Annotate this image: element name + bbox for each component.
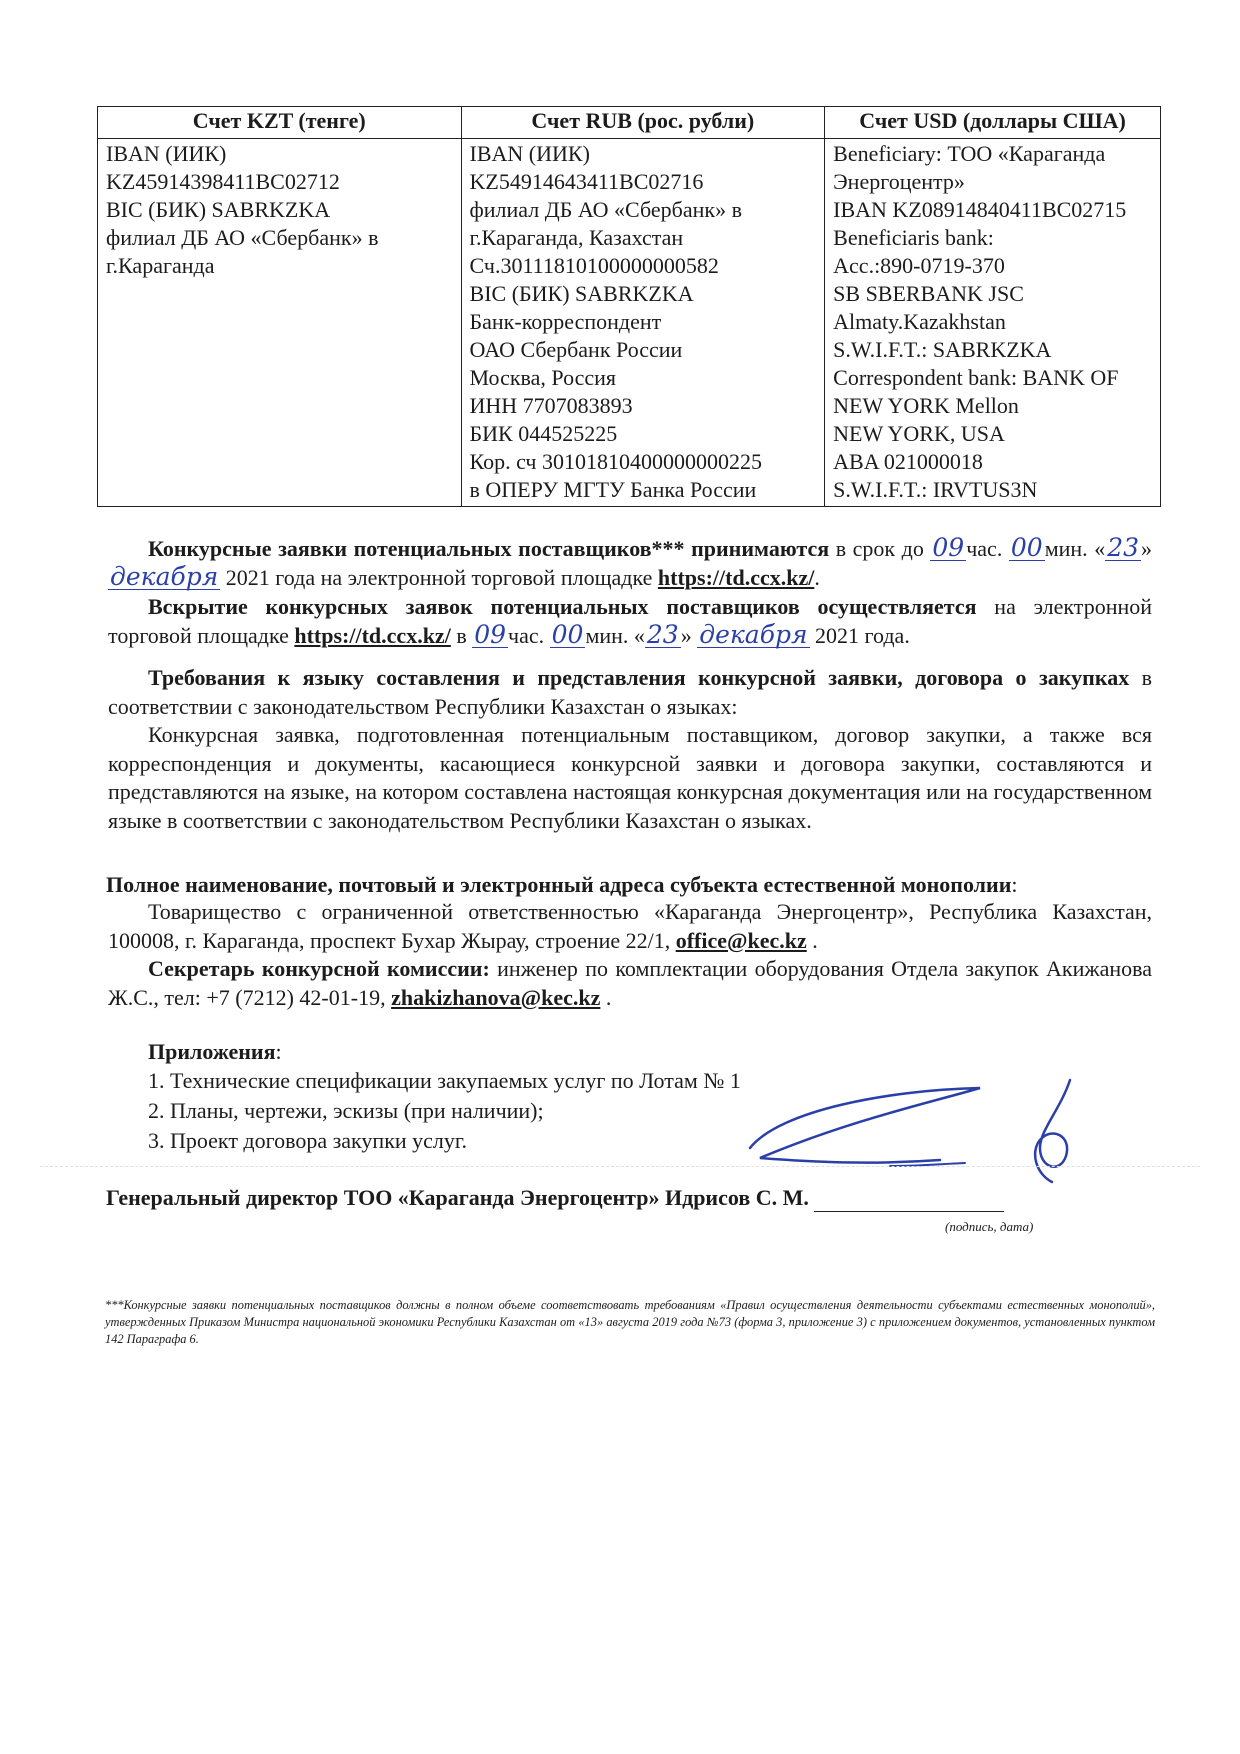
footnote: ***Конкурсные заявки потенциальных поставщиков должны в полном объеме соответствовать требованиям «Правил осуществления деятельности субъектами естественных монополий», утвержденных Приказом Министра национальной экономики Республики Казахстан от «13» августа 2019 года №73 (форма 3, приложение 3) с приложением документов, установленных пунктом 142 Параграфа 6. bbox=[105, 1298, 1155, 1346]
rub-line: Москва, Россия bbox=[469, 365, 617, 390]
handwritten-hour: 09 bbox=[932, 533, 965, 562]
rub-line: г.Караганда, Казахстан bbox=[469, 225, 684, 250]
opening-text: » bbox=[680, 622, 692, 648]
appendix-heading-text: Приложения bbox=[148, 1039, 276, 1064]
entity-heading bbox=[106, 871, 1150, 900]
usd-account-cell bbox=[825, 139, 1161, 507]
usd-line: NEW YORK, USA bbox=[833, 421, 1005, 446]
trading-platform-link[interactable]: https://td.ccx.kz/ bbox=[294, 622, 451, 648]
kzt-line: филиал ДБ АО «Сбербанк» в bbox=[106, 225, 379, 250]
rub-line: Кор. сч 30101810400000000225 bbox=[469, 449, 762, 474]
deadline-paragraph bbox=[108, 535, 1152, 592]
secretary-paragraph bbox=[108, 955, 1152, 1012]
usd-header: Счет USD (доллары США) bbox=[825, 107, 1161, 139]
appendix-item: 1. Технические спецификации закупаемых услуг по Лотам № 1 bbox=[148, 1068, 741, 1093]
bank-accounts-table bbox=[97, 106, 1161, 507]
director-signature-line bbox=[106, 1184, 1004, 1212]
entity-end: . bbox=[806, 927, 818, 953]
language-body bbox=[108, 721, 1152, 835]
usd-line: Acc.:890-0719-370 bbox=[833, 253, 1005, 278]
language-text: в соответствии с законодательством Республики Казахстан о языках: bbox=[108, 665, 1153, 719]
opening-intro: Вскрытие конкурсных заявок потенциальных поставщиков осуществляется bbox=[148, 594, 977, 619]
kzt-header: Счет KZT (тенге) bbox=[98, 107, 462, 139]
entity-heading-text: Полное наименование, почтовый и электронный адреса субъекта естественной монополии bbox=[106, 872, 1012, 897]
trading-platform-link[interactable]: https://td.ccx.kz/ bbox=[657, 564, 815, 590]
usd-line: S.W.I.F.T.: IRVTUS3N bbox=[833, 477, 1038, 502]
secretary-email-link[interactable]: zhakizhanova@kec.kz bbox=[391, 984, 601, 1010]
handwritten-month: декабря bbox=[110, 561, 219, 591]
appendix-item: 3. Проект договора закупки услуг. bbox=[148, 1128, 467, 1153]
kzt-line: BIC (БИК) SABRKZKA bbox=[106, 197, 331, 222]
usd-line: Энергоцентр» bbox=[833, 169, 965, 194]
handwritten-signature bbox=[740, 1070, 1120, 1190]
scan-divider bbox=[40, 1166, 1200, 1167]
secretary-intro: Секретарь конкурсной комиссии: bbox=[148, 956, 490, 981]
handwritten-day: 23 bbox=[646, 619, 679, 649]
rub-line: BIC (БИК) SABRKZKA bbox=[469, 281, 694, 306]
opening-text: на электронной торговой площадке bbox=[108, 594, 1153, 648]
language-requirements bbox=[108, 664, 1152, 721]
opening-text: час. bbox=[508, 622, 545, 648]
entity-body bbox=[108, 898, 1152, 955]
signature-caption: (подпись, дата) bbox=[945, 1219, 1034, 1234]
rub-line: филиал ДБ АО «Сбербанк» в bbox=[469, 197, 742, 222]
deadline-text: час. bbox=[966, 536, 1003, 561]
secretary-end: . bbox=[600, 984, 612, 1010]
opening-paragraph bbox=[108, 593, 1152, 650]
usd-line: ABA 021000018 bbox=[833, 449, 983, 474]
handwritten-month: декабря bbox=[699, 619, 808, 649]
kzt-line: г.Караганда bbox=[106, 253, 215, 278]
rub-line: в ОПЕРУ МГТУ Банка России bbox=[469, 477, 757, 502]
rub-header: Счет RUB (рос. рубли) bbox=[461, 107, 825, 139]
appendix-item: 2. Планы, чертежи, эскизы (при наличии); bbox=[148, 1098, 544, 1123]
opening-text: мин. « bbox=[585, 622, 645, 648]
rub-line: ОАО Сбербанк России bbox=[469, 337, 683, 362]
rub-account-cell bbox=[461, 139, 825, 507]
kzt-account-cell bbox=[98, 139, 462, 507]
opening-text: 2021 года. bbox=[815, 622, 910, 648]
deadline-text: » bbox=[1141, 536, 1153, 561]
deadline-text: . bbox=[814, 564, 820, 590]
entity-body-text: Товарищество с ограниченной ответственностью «Караганда Энергоцентр», Республика Казахстан, 100008, г. Караганда, проспект Бухар Жырау, строение 22/1, bbox=[108, 899, 1152, 953]
language-intro: Требования к языку составления и представления конкурсной заявки, договора о закупках bbox=[148, 665, 1130, 690]
usd-line: Beneficiary: ТОО «Караганда bbox=[833, 141, 1106, 166]
kzt-line: KZ45914398411BC02712 bbox=[106, 169, 340, 194]
director-title: Генеральный директор ТОО «Караганда Энергоцентр» Идрисов С. М. bbox=[106, 1185, 809, 1210]
usd-line: IBAN KZ08914840411BC02715 bbox=[833, 197, 1127, 222]
opening-text: в bbox=[456, 622, 467, 648]
appendix-heading-colon: : bbox=[275, 1039, 282, 1064]
handwritten-minute: 00 bbox=[1010, 533, 1043, 562]
deadline-text: мин. « bbox=[1044, 536, 1106, 561]
deadline-text: 2021 года на электронной торговой площадке bbox=[225, 564, 653, 590]
signature-blank bbox=[814, 1189, 1004, 1212]
usd-line: Almaty.Kazakhstan bbox=[833, 309, 1006, 334]
usd-line: NEW YORK Mellon bbox=[833, 393, 1019, 418]
entity-heading-colon: : bbox=[1011, 872, 1018, 897]
deadline-text: в срок до bbox=[835, 536, 924, 561]
usd-line: Beneficiaris bank: bbox=[833, 225, 994, 250]
rub-line: IBAN (ИИК) bbox=[469, 141, 590, 166]
rub-line: KZ54914643411BC02716 bbox=[469, 169, 704, 194]
usd-line: SB SBERBANK JSC bbox=[833, 281, 1024, 306]
appendix-heading bbox=[148, 1038, 282, 1066]
rub-line: ИНН 7707083893 bbox=[469, 393, 633, 418]
handwritten-day: 23 bbox=[1107, 533, 1140, 562]
language-body-text: Конкурсная заявка, подготовленная потенциальным поставщиком, договор закупки, а также вся корреспонденция и документы, касающиеся конкурсной заявки и договора закупки, составляются и представляются на языке, на котором составлена настоящая конкурсная документация или на государственном языке в соответствии с законодательством Республики Казахстан о языках. bbox=[108, 722, 1152, 833]
entity-email-link[interactable]: office@kec.kz bbox=[675, 927, 807, 953]
rub-line: Сч.30111810100000000582 bbox=[469, 253, 719, 278]
handwritten-minute: 00 bbox=[551, 619, 584, 649]
handwritten-hour: 09 bbox=[474, 619, 507, 649]
usd-line: Correspondent bank: BANK OF bbox=[833, 365, 1119, 390]
rub-line: БИК 044525225 bbox=[469, 421, 618, 446]
kzt-line: IBAN (ИИК) bbox=[106, 141, 227, 166]
usd-line: S.W.I.F.T.: SABRKZKA bbox=[833, 337, 1052, 362]
deadline-intro: Конкурсные заявки потенциальных поставщиков*** принимаются bbox=[148, 536, 830, 561]
rub-line: Банк-корреспондент bbox=[469, 309, 662, 334]
secretary-text: инженер по комплектации оборудования Отдела закупок Акижанова Ж.С., тел: +7 (7212) 42-01-19, bbox=[108, 956, 1152, 1010]
